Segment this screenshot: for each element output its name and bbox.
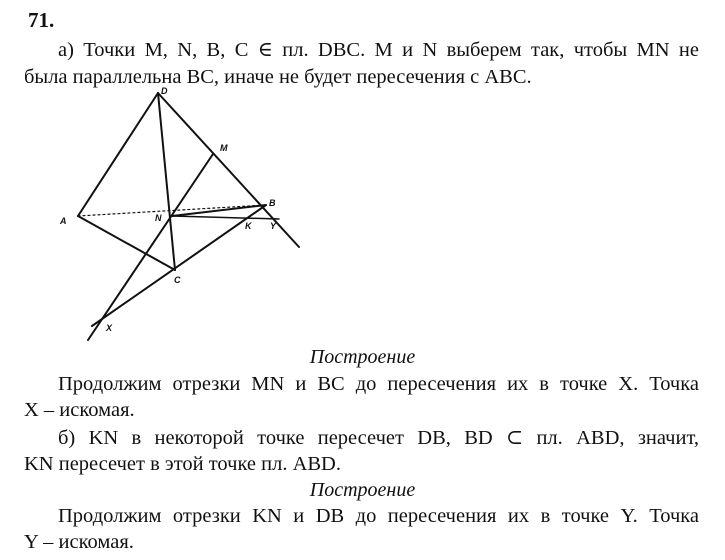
construction-a-caption: Построение [309,346,416,368]
edge-ac [78,216,175,270]
label-a: A [60,216,67,226]
label-m: M [220,143,228,153]
construction-a-line-1: Продолжим отрезки MN и BC до пересечения их в точке X. Точка [58,373,699,395]
construction-b-line-2: Y – искомая. [24,531,134,553]
line-mn-extended [88,154,213,340]
geometry-figure [54,84,314,344]
construction-b-line-1: Продолжим отрезки KN и DB до пересечения их в точке Y. Точка [58,505,699,527]
label-n: N [155,213,162,223]
label-x: X [106,323,113,333]
construction-a-line-2: X – искомая. [24,399,135,421]
problem-number: 71. [28,8,55,32]
construction-b-caption: Построение [309,479,416,501]
figure-edges [78,93,299,340]
part-a-line-1: а) Точки M, N, B, C ∈ пл. DBC. M и N выберем так, чтобы MN не [58,39,699,61]
part-b-line-1: б) KN в некоторой точке пересечет DB, BD ⊂ пл. ABD, значит, [58,427,699,449]
edge-da [78,93,158,216]
label-k: K [245,221,252,231]
edge-bc-extended [92,205,266,326]
edge-dc [158,93,175,270]
part-b-line-2: KN пересечет в этой точке пл. ABD. [24,453,341,475]
part-a-line-2: была параллельна BC, иначе не будет пересечения с ABC. [24,66,532,88]
label-d: D [161,86,168,96]
edge-db-extended [158,93,299,247]
figure-labels [59,86,277,333]
line-kn-extended [172,216,279,219]
label-y: Y [270,221,277,231]
label-c: C [174,275,181,285]
label-b: B [269,198,276,208]
